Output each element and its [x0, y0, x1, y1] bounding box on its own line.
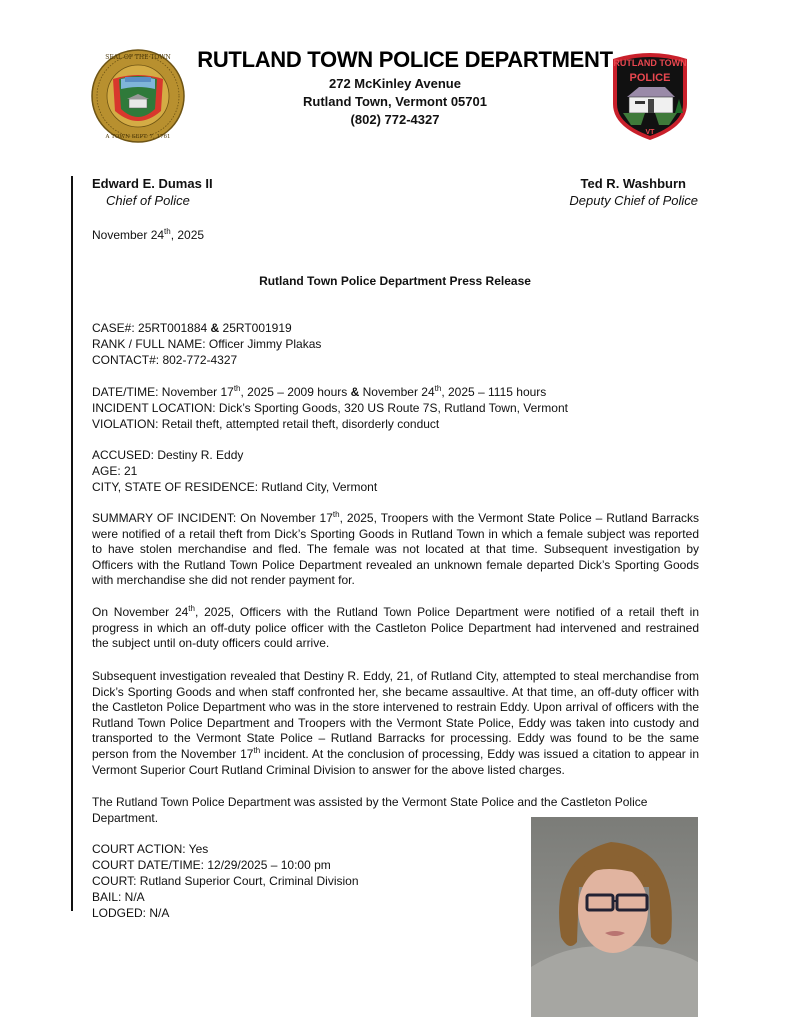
press-release-title: Rutland Town Police Department Press Release: [259, 274, 531, 288]
department-title: RUTLAND TOWN POLICE DEPARTMENT: [197, 47, 613, 72]
court-action: COURT ACTION: Yes: [92, 842, 209, 856]
court-name: COURT: Rutland Superior Court, Criminal Division: [92, 874, 359, 888]
violation: VIOLATION: Retail theft, attempted retail theft, disorderly conduct: [92, 417, 440, 431]
summary-paragraph-1: SUMMARY OF INCIDENT: On November 17th, 2025, Troopers with the Vermont State Police – Rutland Barracks were notified of a retail theft from Dick’s Sporting Goods in Rutland Town in which a female subject was reported to have stolen merchandise and fled. The female was not located at that time. Subsequent investigation by Officers with the Rutland Town Police Department revealed an unknown female departed Dick’s Sporting Goods with merchandise she did not render payment for.: [92, 510, 699, 588]
accused-age: AGE: 21: [92, 464, 138, 478]
case-number: CASE#: 25RT001884 & 25RT001919: [92, 321, 292, 335]
chief-name: Edward E. Dumas II: [92, 176, 213, 191]
address-city: Rutland Town, Vermont 05701: [303, 94, 487, 109]
lodged: LODGED: N/A: [92, 906, 170, 920]
release-date: November 24th, 2025: [92, 227, 205, 242]
summary-paragraph-2: On November 24th, 2025, Officers with the Rutland Town Police Department were notified of a retail theft in progress in which an off-duty police officer with the Castleton Police Department had intervened and restrained the subject until on-duty officers could arrive.: [92, 604, 699, 651]
deputy-chief-title: Deputy Chief of Police: [569, 193, 698, 208]
officer-rank-name: RANK / FULL NAME: Officer Jimmy Plakas: [92, 337, 322, 351]
svg-text:VT: VT: [645, 129, 655, 136]
deputy-chief-name: Ted R. Washburn: [580, 176, 686, 191]
contact-number: CONTACT#: 802-772-4327: [92, 353, 238, 367]
department-phone: (802) 772-4327: [350, 112, 440, 127]
svg-text:SEAL OF THE TOWN: SEAL OF THE TOWN: [105, 54, 171, 61]
summary-paragraph-3: Subsequent investigation revealed that Destiny R. Eddy, 21, of Rutland City, attempted to steal merchandise from Dick’s Sporting Goods and when staff confronted her, she became assaultive. At that time, an off-duty officer with the Castleton Police Department who was in the store intervened to restrain Eddy. Upon arrival of officers with the Rutland Town Police Department and Troopers with the Vermont State Police, Eddy was taken into custody and transported to the Vermont State Police – Rutland Barracks for processing. Eddy was found to be the same person from the November 17th incident. At the conclusion of processing, Eddy was issued a citation to appear in Vermont Superior Court Rutland Criminal Division to answer for the above listed charges.: [92, 669, 699, 777]
left-margin-rule: [71, 176, 73, 911]
police-patch-icon: [609, 49, 691, 141]
svg-text:A TOWN SEPT. 7, 1761: A TOWN SEPT. 7, 1761: [105, 134, 171, 140]
svg-text:RUTLAND TOWN: RUTLAND TOWN: [613, 58, 687, 68]
address-street: 272 McKinley Avenue: [329, 76, 461, 91]
bail: BAIL: N/A: [92, 890, 145, 904]
chief-title: Chief of Police: [106, 193, 190, 208]
svg-text:POLICE: POLICE: [629, 72, 671, 84]
court-datetime: COURT DATE/TIME: 12/29/2025 – 10:00 pm: [92, 858, 331, 872]
booking-photo: [531, 817, 698, 1017]
incident-datetime: DATE/TIME: November 17th, 2025 – 2009 hours & November 24th, 2025 – 1115 hours: [92, 384, 547, 399]
assistance-paragraph: The Rutland Town Police Department was assisted by the Vermont State Police and the Castleton Police Department.: [92, 795, 648, 825]
accused-residence: CITY, STATE OF RESIDENCE: Rutland City, Vermont: [92, 480, 378, 494]
accused-name: ACCUSED: Destiny R. Eddy: [92, 448, 244, 462]
incident-location: INCIDENT LOCATION: Dick’s Sporting Goods, 320 US Route 7S, Rutland Town, Vermont: [92, 401, 568, 415]
